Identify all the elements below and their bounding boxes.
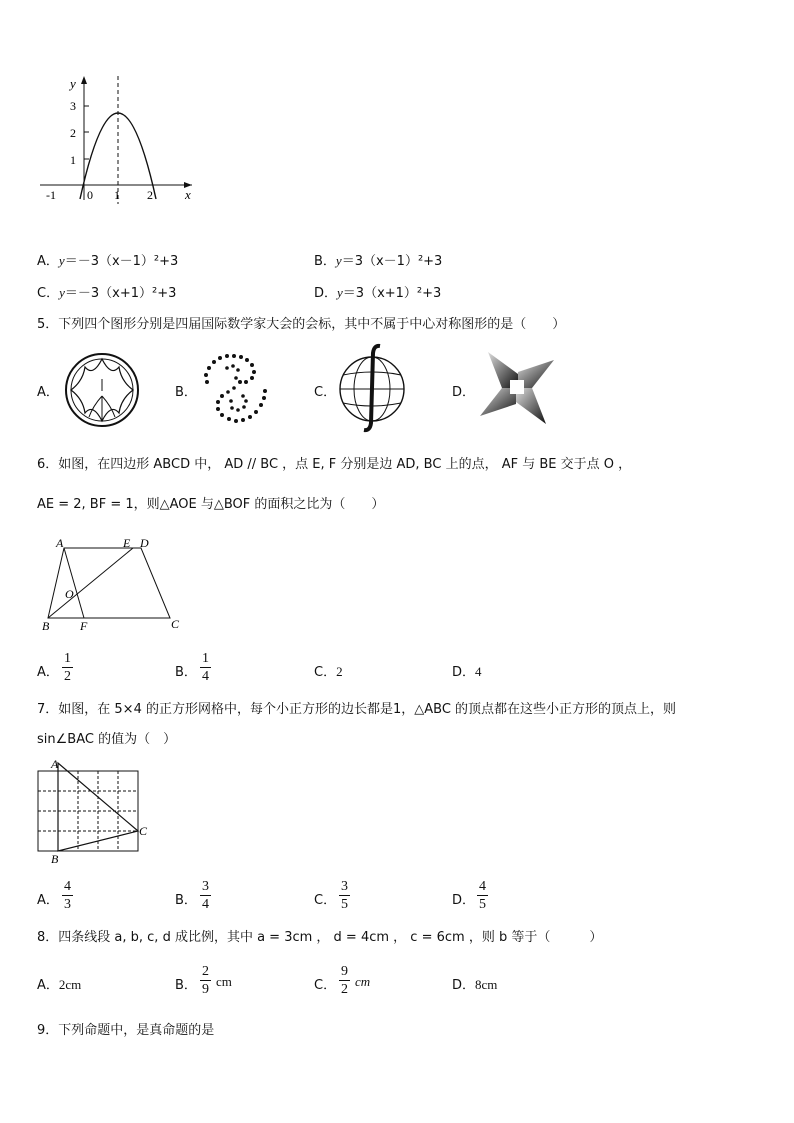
q6-option-a-fraction: $\frac{1}{2}$ bbox=[64, 651, 71, 684]
label-f: F bbox=[80, 619, 88, 633]
q7-stem-line2: sin∠BAC 的值为（ ） bbox=[37, 732, 177, 747]
logo-circle-arcs bbox=[63, 351, 141, 429]
logo-pinwheel bbox=[478, 350, 556, 426]
q6-option-c[interactable]: C．2 bbox=[314, 664, 343, 680]
q4-option-a[interactable]: A．y＝－3（x－1）²+3 bbox=[37, 253, 179, 269]
parabola-graph bbox=[34, 72, 204, 212]
x-tick-2: 2 bbox=[147, 188, 153, 202]
q7-stem-line1: 7．如图，在 5×4 的正方形网格中，每个小正方形的边长都是1，△ABC 的顶点都在这些小正方形的顶点上，则 bbox=[37, 702, 677, 717]
x-tick-minus1: -1 bbox=[46, 188, 56, 202]
logo-integral-globe bbox=[336, 343, 412, 433]
label-c: C bbox=[139, 824, 148, 838]
q8-option-c-unit: cm bbox=[355, 974, 371, 989]
y-tick-1: 1 bbox=[70, 153, 76, 167]
q4-option-b[interactable]: B．y＝3（x－1）²+3 bbox=[314, 253, 443, 269]
label-d: D bbox=[140, 536, 149, 550]
q6-stem-line1: 6．如图，在四边形 ABCD 中， AD // BC ，点 E, F 分别是边 AD, BC 上的点， AF 与 BE 交于点 O ， bbox=[37, 457, 632, 472]
q7-option-a-label[interactable]: A． bbox=[37, 893, 59, 908]
label-b: B bbox=[51, 852, 59, 866]
segment-be bbox=[48, 548, 133, 618]
grid-lines bbox=[38, 771, 138, 851]
label-o: O bbox=[65, 587, 74, 601]
label-b: B bbox=[42, 619, 50, 633]
label-a: A bbox=[56, 536, 64, 550]
q4-option-c[interactable]: C．y＝－3（x+1）²+3 bbox=[37, 285, 177, 301]
q8-option-b-label[interactable]: B． bbox=[175, 978, 197, 993]
label-a: A bbox=[51, 757, 59, 771]
q8-option-a[interactable]: A．2cm bbox=[37, 977, 82, 993]
q8-option-c-fraction: $\frac{9}{2}$ bbox=[341, 964, 348, 997]
q7-option-b-label[interactable]: B． bbox=[175, 893, 197, 908]
q6-option-b-fraction: $\frac{1}{4}$ bbox=[202, 651, 209, 684]
label-c: C bbox=[171, 617, 180, 631]
q6-option-b-label[interactable]: B． bbox=[175, 665, 197, 680]
q8-option-b-unit: cm bbox=[216, 974, 232, 989]
x-tick-0: 0 bbox=[87, 188, 93, 202]
q7-option-c-label[interactable]: C． bbox=[314, 893, 337, 908]
q6-quadrilateral-figure bbox=[38, 536, 188, 636]
segment-af bbox=[64, 548, 84, 618]
q6-stem-line2: AE = 2, BF = 1，则△AOE 与△BOF 的面积之比为（ ） bbox=[37, 497, 385, 512]
q5-option-d-label[interactable]: D． bbox=[452, 385, 476, 400]
q8-option-c-label[interactable]: C． bbox=[314, 978, 337, 993]
q6-option-a-label[interactable]: A． bbox=[37, 665, 59, 680]
q5-option-b-label[interactable]: B． bbox=[175, 385, 197, 400]
q5-stem: 5．下列四个图形分别是四届国际数学家大会的会标，其中不属于中心对称图形的是（ ） bbox=[37, 317, 566, 332]
q9-stem: 9．下列命题中，是真命题的是 bbox=[37, 1023, 215, 1038]
x-axis-label: x bbox=[185, 187, 191, 202]
q7-option-c-fraction: $\frac{3}{5}$ bbox=[341, 879, 348, 912]
y-tick-3: 3 bbox=[70, 99, 76, 113]
q7-option-a-fraction: $\frac{4}{3}$ bbox=[64, 879, 71, 912]
y-axis-arrow bbox=[81, 76, 87, 84]
q7-option-d-fraction: $\frac{4}{5}$ bbox=[479, 879, 486, 912]
q4-option-d[interactable]: D．y＝3（x+1）²+3 bbox=[314, 285, 442, 301]
q8-option-d[interactable]: D．8cm bbox=[452, 977, 498, 993]
quad-abcd bbox=[48, 548, 170, 618]
q8-option-b-fraction: $\frac{2}{9}$ bbox=[202, 964, 209, 997]
q5-option-a-label[interactable]: A． bbox=[37, 385, 59, 400]
q7-option-d-label[interactable]: D． bbox=[452, 893, 476, 908]
q7-grid-figure bbox=[34, 757, 154, 867]
y-tick-2: 2 bbox=[70, 126, 76, 140]
q8-stem: 8．四条线段 a, b, c, d 成比例，其中 a = 3cm ， d = 4cm ， c = 6cm ，则 b 等于（ ） bbox=[37, 930, 603, 945]
label-e: E bbox=[123, 536, 131, 550]
q6-option-d[interactable]: D．4 bbox=[452, 664, 482, 680]
x-tick-1: 1 bbox=[114, 188, 120, 202]
q7-option-b-fraction: $\frac{3}{4}$ bbox=[202, 879, 209, 912]
logo-dotted-spiral bbox=[200, 352, 272, 426]
q5-option-c-label[interactable]: C． bbox=[314, 385, 337, 400]
y-axis-label: y bbox=[70, 76, 76, 91]
